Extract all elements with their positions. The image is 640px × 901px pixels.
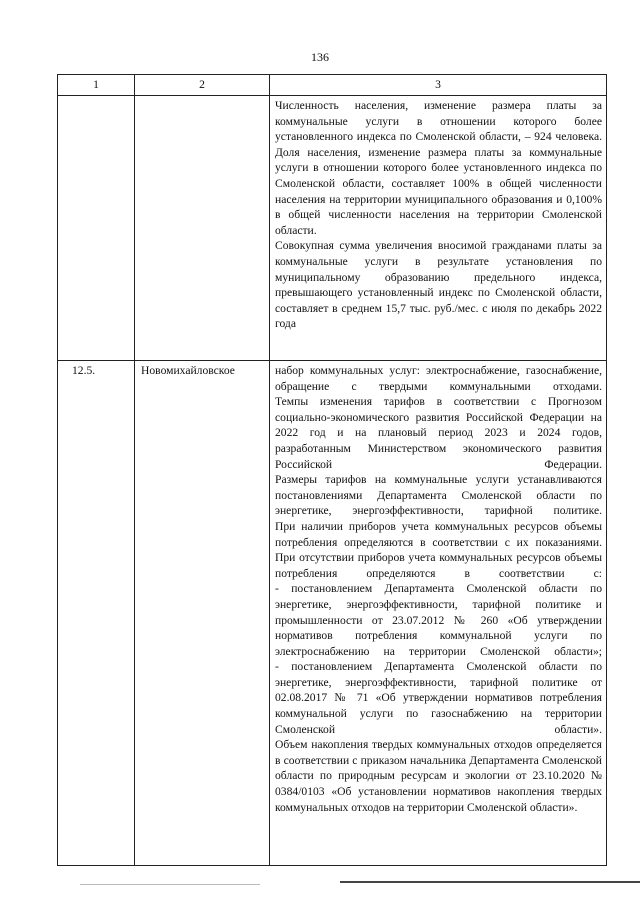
- column-header-3: 3: [270, 75, 607, 96]
- scan-edge-line: [80, 884, 260, 885]
- paragraph: - постановлением Департамента Смоленской области по энергетике, энергоэффективности, тарифной политике от 02.08.2017 № 71 «Об утверждении нормативов потребления коммунальной услуги по газоснабжению на территории Смоленской области».: [275, 660, 602, 736]
- municipal-table: [57, 74, 607, 866]
- paragraph: При отсутствии приборов учета коммунальных ресурсов объемы потребления определяются в соответствии с:: [275, 551, 602, 580]
- row-number-cell: [58, 96, 135, 361]
- description-cell: [270, 361, 607, 866]
- description-cell: [270, 96, 607, 361]
- scan-edge-line: [340, 881, 640, 883]
- paragraph: Совокупная сумма увеличения вносимой гражданами платы за коммунальные услуги в результате установления по муниципальному образованию предельного индекса, превышающего установленный индекс по Смоленской области, составляет в среднем 15,7 тыс. руб./мес. с июля по декабрь 2022 года: [275, 239, 602, 331]
- paragraph: Доля населения, изменение размера платы за коммунальные услуги в отношении которого более установленного индекса по Смоленской области, составляет 100% в общей численности населения на территории муниципального образования и 0,100% в общей численности населения на территории Смоленской области.: [275, 145, 602, 237]
- municipality-name-cell: [135, 96, 270, 361]
- column-header-2: 2: [135, 75, 270, 96]
- table-row-12-5: [58, 361, 607, 866]
- paragraph: При наличии приборов учета коммунальных ресурсов объемы потребления определяются в соответствии с их показаниями.: [275, 519, 602, 549]
- paragraph: Численность населения, изменение размера платы за коммунальные услуги в отношении которого более установленного индекса по Смоленской области, – 924 человека.: [275, 99, 602, 144]
- column-header-1: 1: [58, 75, 135, 96]
- paragraph: Размеры тарифов на коммунальные услуги устанавливаются постановлениями Департамента Смоленской области по энергетике, энергоэффективности, тарифной политике.: [275, 473, 602, 518]
- page-number: 136: [311, 50, 329, 64]
- table-header-row: [58, 75, 607, 96]
- municipality-name-cell: Новомихайловское: [135, 361, 270, 866]
- paragraph: - постановлением Департамента Смоленской области по энергетике, энергоэффективности, тарифной политике и промышленности от 23.07.2012 № 260 «Об утверждении нормативов потребления коммунальной услуги по электроснабжению на территории Смоленской области»;: [275, 582, 602, 658]
- paragraph: Объем накопления твердых коммунальных отходов определяется в соответствии с приказом начальника Департамента Смоленской области по природным ресурсам и экологии от 23.10.2020 № 0384/0103 «Об установлении нормативов накопления твердых коммунальных отходов на территории Смоленской области».: [275, 738, 602, 814]
- paragraph: Темпы изменения тарифов в соответствии с Прогнозом социально-экономического развития Российской Федерации на 2022 год и на плановый период 2023 и 2024 годов, разработанным Министерством экономического развития Российской Федерации.: [275, 395, 602, 471]
- row-number-cell: 12.5.: [58, 361, 135, 866]
- table-row-continuation: [58, 96, 607, 361]
- paragraph: набор коммунальных услуг: электроснабжение, газоснабжение, обращение с твердыми коммунальными отходами.: [275, 364, 602, 393]
